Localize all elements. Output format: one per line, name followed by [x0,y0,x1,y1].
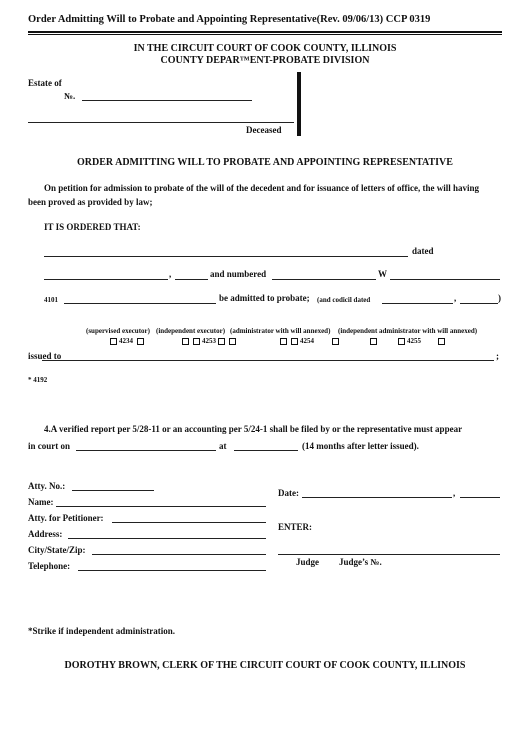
date-field[interactable] [302,497,452,498]
clerk-footer: DOROTHY BROWN, CLERK OF THE CIRCUIT COURT OF COOK COUNTY, ILLINOIS [64,660,466,671]
order-title: ORDER ADMITTING WILL TO PROBATE AND APPOINTING REPRESENTATIVE [77,157,453,168]
independent-executor-label: (independent executor) [156,327,226,335]
court-date-field[interactable] [76,450,216,451]
option-4253[interactable]: 4253 [180,337,238,345]
atty-no-label: Atty. No.: [28,481,66,491]
judge-label: Judge [296,557,320,567]
atty-for-petitioner-field[interactable] [112,522,266,523]
in-court-on-label: in court on [28,441,71,451]
codicil-label: (and codicil dated [317,296,371,304]
will-year-field[interactable] [175,279,208,280]
enter-label: ENTER: [278,522,313,532]
date-comma-sig: , [453,488,456,498]
option-4234[interactable]: 4234 [108,337,146,345]
date-year-field[interactable] [460,497,500,498]
option-4254[interactable]: 4254 [278,337,314,345]
checkbox-icon[interactable] [110,338,117,345]
admitted-name-field[interactable] [64,303,216,304]
checkbox-icon[interactable] [182,338,189,345]
checkbox-icon[interactable] [137,338,144,345]
estate-number-field[interactable] [82,100,252,101]
option-4255[interactable]: 4255 [396,337,421,345]
address-label: Address: [28,529,63,539]
at-label: at [219,441,227,451]
checkbox-extra-3[interactable] [436,337,447,345]
codicil-year-field[interactable] [460,303,498,304]
name-field[interactable] [56,506,266,507]
strike-note: *Strike if independent administration. [28,626,176,636]
decedent-name-field[interactable] [28,122,294,123]
form-header-title: Order Admitting Will to Probate and Appointing Representative(Rev. 09/06/13) CCP 0319 [28,14,431,25]
checkbox-extra-1[interactable] [330,337,341,345]
city-state-zip-label: City/State/Zip: [28,545,86,555]
will-number-field[interactable] [272,279,376,280]
city-state-zip-field[interactable] [92,554,266,555]
admitted-label: be admitted to probate; [219,293,310,303]
issued-semicolon: ; [496,351,499,361]
checkbox-icon[interactable] [332,338,339,345]
date-comma: , [169,269,172,279]
dated-label: dated [412,246,434,256]
indep-admin-annexed-label: (independent administrator with will annexed) [338,327,478,335]
estate-number-label: №. [64,91,76,101]
intro-text-line1: On petition for admission to probate of the will of the decedent and for issuance of letters of office, the will having [44,183,479,193]
w-number-field[interactable] [390,279,500,280]
codicil-date-field[interactable] [382,303,453,304]
estate-of-label: Estate of [28,78,62,88]
checkbox-icon[interactable] [193,338,200,345]
header-rule-thin [28,34,502,35]
court-name: IN THE CIRCUIT COURT OF COOK COUNTY, ILLINOIS [133,43,397,54]
checkbox-icon[interactable] [218,338,225,345]
ordered-heading: IT IS ORDERED THAT: [44,222,141,232]
admin-annexed-label: (administrator with will annexed) [230,327,331,335]
judge-signature-field[interactable] [278,554,500,555]
will-description-field[interactable] [44,256,408,257]
checkbox-icon[interactable] [438,338,445,345]
and-numbered-label: and numbered [210,269,267,279]
will-date-field[interactable] [44,279,168,280]
report-text-line1: 4.A verified report per 5/28-11 or an accounting per 5/24-1 shall be filed by or the representative must appear [44,424,463,434]
header-rule-thick [28,31,502,33]
judge-number-label: Judge’s №. [339,557,382,567]
address-field[interactable] [68,538,266,539]
estate-divider-bar [297,72,301,136]
court-division: COUNTY DEPAR™ENT-PROBATE DIVISION [160,55,370,66]
date-label: Date: [278,488,299,498]
w-label: W [378,269,387,279]
checkbox-icon[interactable] [280,338,287,345]
months-note: (14 months after letter issued). [302,441,419,451]
atty-no-field[interactable] [72,490,154,491]
deceased-label: Deceased [246,125,282,135]
code-4101: 4101 [44,296,58,304]
telephone-label: Telephone: [28,561,71,571]
name-label: Name: [28,497,54,507]
telephone-field[interactable] [78,570,266,571]
issued-to-field[interactable] [42,360,494,361]
codicil-comma: , [454,293,457,303]
checkbox-icon[interactable] [291,338,298,345]
court-time-field[interactable] [234,450,298,451]
supervised-executor-label: (supervised executor) [86,327,150,335]
checkbox-icon[interactable] [398,338,405,345]
codicil-close: ) [498,293,501,303]
checkbox-extra-2[interactable] [368,337,379,345]
footnote-code-4192: * 4192 [28,376,48,384]
checkbox-icon[interactable] [229,338,236,345]
atty-for-petitioner-label: Atty. for Petitioner: [28,513,104,523]
issued-to-label: issued to [28,351,62,361]
checkbox-icon[interactable] [370,338,377,345]
intro-text-line2: been proved as provided by law; [28,197,153,207]
